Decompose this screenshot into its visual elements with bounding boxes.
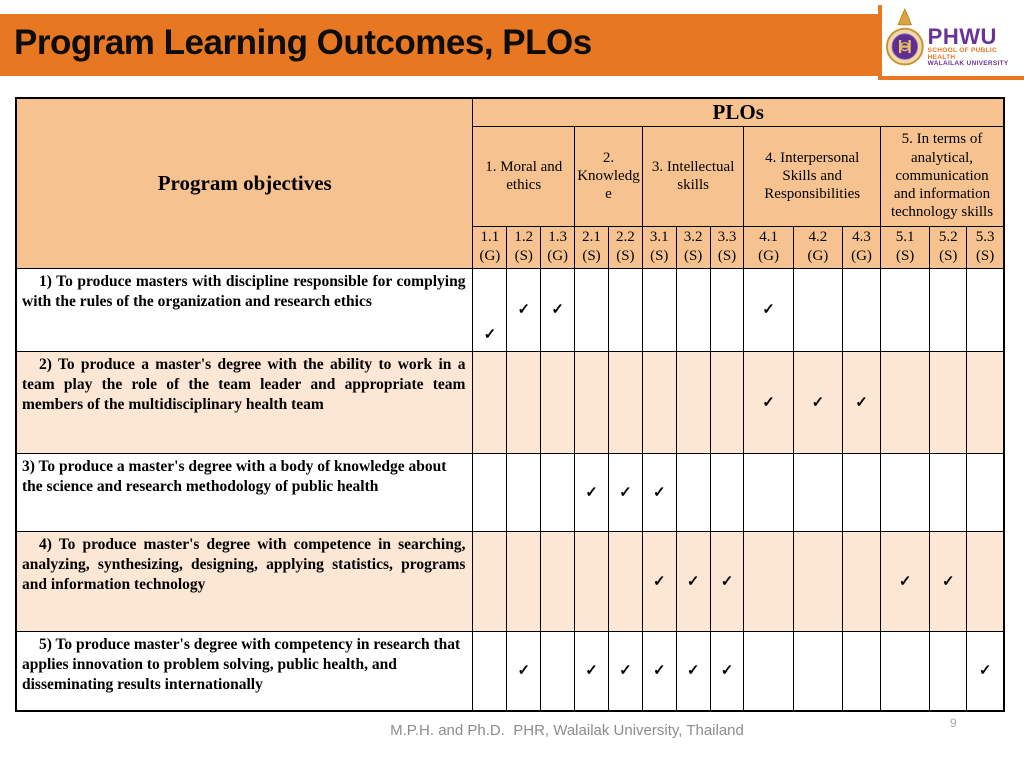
- code-header-5.3: [967, 226, 1004, 268]
- code-type-label: (S): [939, 248, 958, 264]
- code-type-label: (S): [717, 248, 737, 264]
- code-type-label: (G): [851, 248, 872, 264]
- plo-matrix-table: [15, 97, 1005, 712]
- code-label: 5.3: [975, 228, 995, 245]
- check-cell-3-4.3: [843, 453, 881, 531]
- objectives-header: Program objectives: [16, 98, 473, 268]
- check-cell-4-4.1: [744, 531, 793, 631]
- check-cell-5-1.2: ✓: [507, 631, 541, 711]
- code-label: 2.1: [582, 228, 601, 245]
- code-header-2.1: [575, 226, 609, 268]
- code-label: 5.1: [895, 228, 915, 245]
- check-cell-2-3.1: [642, 351, 676, 453]
- check-cell-3-1.3: [541, 453, 575, 531]
- code-header-5.1: [881, 226, 930, 268]
- group-header-1: 1. Moral and ethics: [473, 126, 575, 226]
- objective-cell-4: 4) To produce master's degree with competence in searching, analyzing, synthesizing, designing, applying statistics, programs and information technology: [16, 531, 473, 631]
- check-cell-1-1.1: ✓: [473, 268, 507, 351]
- slide-page-number: 9: [950, 716, 957, 730]
- check-cell-1-5.1: [881, 268, 930, 351]
- code-label: 4.2: [808, 228, 828, 245]
- objective-cell-1: 1) To produce masters with discipline responsible for complying with the rules of the organization and research ethics: [16, 268, 473, 351]
- code-header-4.3: [843, 226, 881, 268]
- check-cell-1-5.3: [967, 268, 1004, 351]
- check-cell-1-4.3: [843, 268, 881, 351]
- group-header-5: 5. In terms of analytical, communication and information technology skills: [881, 126, 1005, 226]
- code-type-label: (S): [582, 248, 601, 264]
- check-cell-2-1.2: [507, 351, 541, 453]
- code-header-1.2: [507, 226, 541, 268]
- check-cell-3-2.1: ✓: [575, 453, 609, 531]
- title-bar: [0, 14, 1024, 76]
- check-cell-5-1.3: [541, 631, 575, 711]
- check-cell-3-3.2: [676, 453, 710, 531]
- check-cell-4-2.1: [575, 531, 609, 631]
- objective-cell-2: 2) To produce a master's degree with the ability to work in a team play the role of the team leader and appropriate team members of the multidisciplinary health team: [16, 351, 473, 453]
- code-label: 3.2: [683, 228, 703, 245]
- objective-cell-3: 3) To produce a master's degree with a body of knowledge about the science and research methodology of public health: [16, 453, 473, 531]
- code-header-3.1: [642, 226, 676, 268]
- check-cell-2-3.2: [676, 351, 710, 453]
- check-cell-2-4.1: ✓: [744, 351, 793, 453]
- check-cell-2-2.2: [608, 351, 642, 453]
- check-cell-4-1.1: [473, 531, 507, 631]
- footer-caption: M.P.H. and Ph.D. PHR, Walailak University, Thailand: [390, 722, 744, 739]
- check-cell-5-5.3: ✓: [967, 631, 1004, 711]
- check-cell-2-5.2: [930, 351, 967, 453]
- logo-name: PHWU: [927, 23, 997, 49]
- code-label: 3.3: [717, 228, 737, 245]
- plos-header: PLOs: [473, 98, 1004, 126]
- objective-row-4: [16, 531, 1004, 631]
- logo-text-block: [928, 11, 1021, 69]
- code-header-3.2: [676, 226, 710, 268]
- check-cell-1-3.2: [676, 268, 710, 351]
- code-label: 1.3: [548, 228, 568, 245]
- check-cell-4-5.1: ✓: [881, 531, 930, 631]
- code-type-label: (G): [547, 248, 569, 264]
- logo-subtitle-school: SCHOOL OF PUBLIC HEALTH: [927, 46, 997, 61]
- check-cell-5-3.2: ✓: [676, 631, 710, 711]
- logo-subtitle-university: WALAILAK UNIVERSITY: [927, 60, 1009, 68]
- objective-row-3: [16, 453, 1004, 531]
- check-cell-5-3.1: ✓: [642, 631, 676, 711]
- check-cell-3-5.2: [930, 453, 967, 531]
- check-cell-2-5.1: [881, 351, 930, 453]
- check-cell-4-4.2: [793, 531, 842, 631]
- check-cell-1-2.1: [575, 268, 609, 351]
- check-cell-3-5.3: [967, 453, 1004, 531]
- check-cell-5-1.1: [473, 631, 507, 711]
- check-cell-1-2.2: [608, 268, 642, 351]
- code-label: 5.2: [938, 228, 958, 245]
- check-cell-2-1.1: [473, 351, 507, 453]
- check-cell-5-5.2: [930, 631, 967, 711]
- check-cell-2-2.1: [575, 351, 609, 453]
- code-label: 1.1: [480, 228, 500, 245]
- code-label: 4.1: [759, 228, 778, 245]
- code-header-5.2: [930, 226, 967, 268]
- check-cell-5-2.2: ✓: [608, 631, 642, 711]
- code-label: 4.3: [852, 228, 871, 245]
- check-cell-2-4.2: ✓: [793, 351, 842, 453]
- check-cell-5-5.1: [881, 631, 930, 711]
- check-cell-3-5.1: [881, 453, 930, 531]
- code-type-label: (S): [650, 248, 669, 264]
- phwu-emblem-icon: [886, 7, 924, 73]
- check-cell-2-5.3: [967, 351, 1004, 453]
- check-cell-1-1.2: ✓: [507, 268, 541, 351]
- check-cell-4-3.3: ✓: [710, 531, 744, 631]
- check-cell-5-3.3: ✓: [710, 631, 744, 711]
- code-header-4.1: [744, 226, 793, 268]
- code-header-4.2: [793, 226, 842, 268]
- code-header-2.2: [608, 226, 642, 268]
- code-type-label: (S): [895, 248, 915, 264]
- check-cell-3-4.1: [744, 453, 793, 531]
- code-label: 2.2: [616, 228, 635, 245]
- check-cell-5-2.1: ✓: [575, 631, 609, 711]
- objective-row-2: [16, 351, 1004, 453]
- code-type-label: (G): [758, 248, 779, 264]
- code-type-label: (S): [616, 248, 635, 264]
- check-cell-3-1.1: [473, 453, 507, 531]
- check-cell-2-4.3: ✓: [843, 351, 881, 453]
- check-cell-4-3.1: ✓: [642, 531, 676, 631]
- check-cell-3-2.2: ✓: [608, 453, 642, 531]
- check-cell-1-3.3: [710, 268, 744, 351]
- check-cell-3-1.2: [507, 453, 541, 531]
- code-header-3.3: [710, 226, 744, 268]
- objective-row-5: [16, 631, 1004, 711]
- check-cell-5-4.2: [793, 631, 842, 711]
- code-header-1.1: [473, 226, 507, 268]
- check-cell-2-1.3: [541, 351, 575, 453]
- check-cell-1-3.1: [642, 268, 676, 351]
- check-cell-3-3.3: [710, 453, 744, 531]
- objective-row-1: [16, 268, 1004, 351]
- check-cell-4-5.2: ✓: [930, 531, 967, 631]
- group-header-4: 4. Interpersonal Skills and Responsibilities: [744, 126, 881, 226]
- check-cell-4-5.3: [967, 531, 1004, 631]
- check-cell-3-3.1: ✓: [642, 453, 676, 531]
- code-type-label: (G): [479, 248, 501, 264]
- code-header-1.3: [541, 226, 575, 268]
- check-cell-1-1.3: ✓: [541, 268, 575, 351]
- phwu-logo: [878, 5, 1024, 80]
- check-cell-4-1.3: [541, 531, 575, 631]
- code-type-label: (S): [683, 248, 703, 264]
- group-header-2: 2. Knowledge: [575, 126, 643, 226]
- code-type-label: (S): [975, 248, 995, 264]
- code-type-label: (G): [807, 248, 829, 264]
- group-header-3: 3. Intellectual skills: [642, 126, 744, 226]
- check-cell-5-4.1: [744, 631, 793, 711]
- check-cell-3-4.2: [793, 453, 842, 531]
- objective-cell-5: 5) To produce master's degree with competency in research that applies innovation to problem solving, public health, and disseminating results internationally: [16, 631, 473, 711]
- check-cell-4-1.2: [507, 531, 541, 631]
- page-title: Program Learning Outcomes, PLOs: [14, 23, 592, 62]
- code-type-label: (S): [514, 248, 533, 264]
- check-cell-2-3.3: [710, 351, 744, 453]
- code-label: 1.2: [514, 228, 534, 245]
- check-cell-1-4.2: [793, 268, 842, 351]
- check-cell-4-4.3: [843, 531, 881, 631]
- check-cell-4-3.2: ✓: [676, 531, 710, 631]
- check-cell-5-4.3: [843, 631, 881, 711]
- check-cell-4-2.2: [608, 531, 642, 631]
- check-cell-1-4.1: ✓: [744, 268, 793, 351]
- plo-table-container: [15, 97, 1005, 712]
- check-cell-1-5.2: [930, 268, 967, 351]
- code-label: 3.1: [649, 228, 669, 245]
